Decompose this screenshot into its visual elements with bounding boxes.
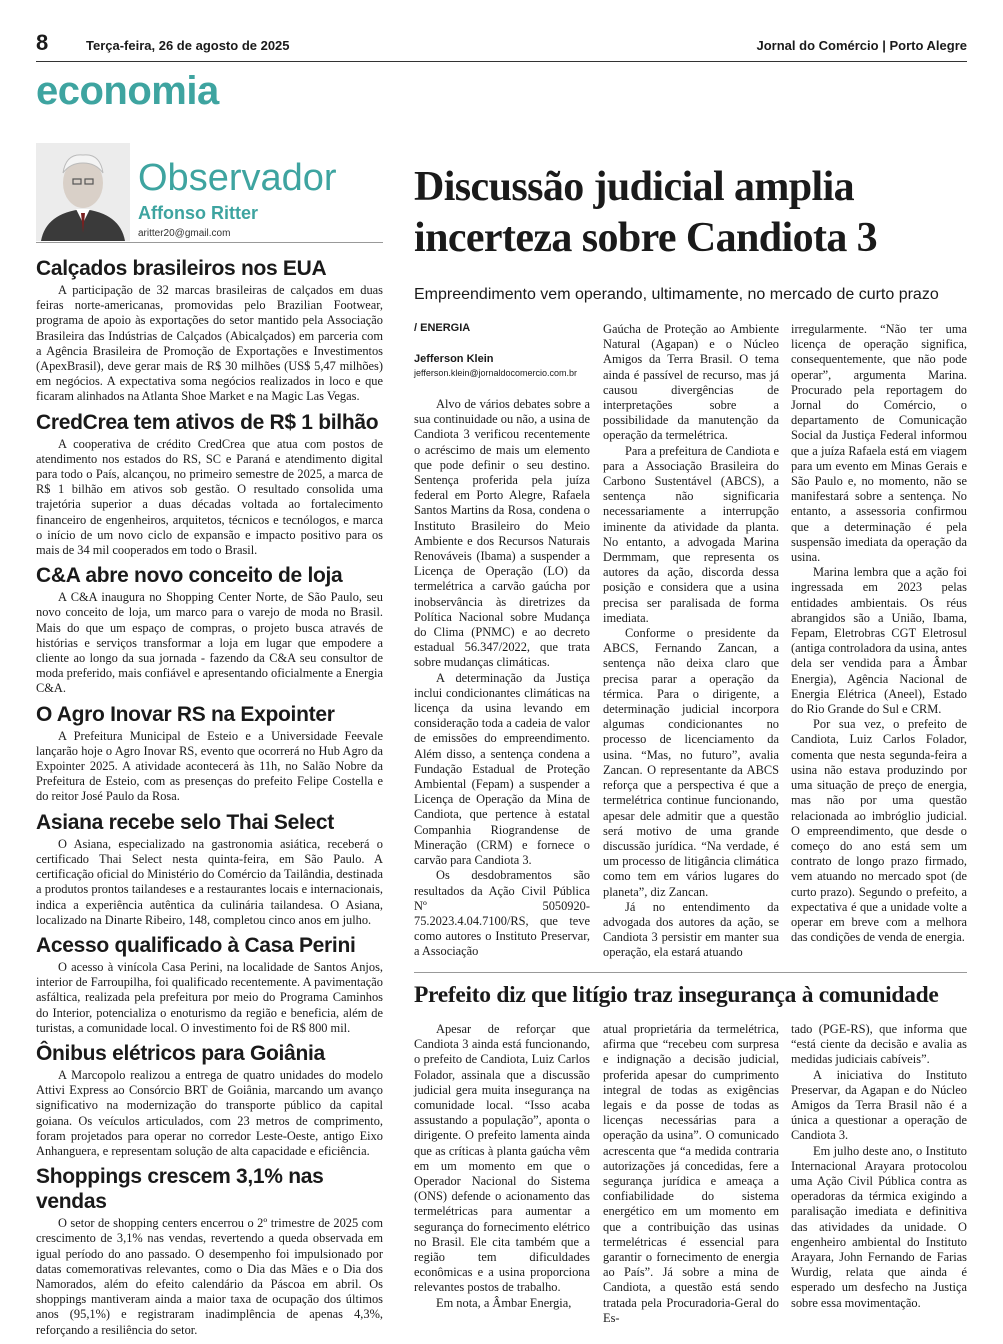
paragraph: Alvo de vários debates sobre a sua continuidade ou não, a usina de Candiota 3 verificou recentemente o acréscimo de mais um elemento que pode definir o seu destino. Sentença proferida pela juíza federal em Porto Alegre, Rafaela Santos Martins da Rosa, condena o Instituto Brasileiro do Meio Ambiente e dos Recursos Naturais Renováveis (Ibama) a suspender a Licença de Operação (LO) da termelétrica a carvão gaúcha por inobservância às diretrizes da Política Nacional sobre Mudança do Clima (PNMC) e ao decreto estadual 56.347/2022, que trata sobre mudanças climáticas. xyxy=(414,397,590,670)
column-notes xyxy=(36,256,383,1343)
note-text: A Prefeitura Municipal de Esteio e a Universidade Feevale lançarão hoje o Agro Inovar RS, evento que ocorrerá no Hub Agro da Expointer 2025. A atividade acontecerá às 11h, no Salão Nobre da Prefeitura de Esteio, com as presenças do prefeito Felipe Costella e do reitor José Paulo da Rosa. xyxy=(36,728,383,804)
note-heading: Shoppings crescem 3,1% nas vendas xyxy=(36,1165,324,1214)
note-text: A C&A inaugura no Shopping Center Norte, de São Paulo, seu novo conceito de loja, um marco para o varejo de moda no Brasil. Mais do que um espaço de compras, o projeto busca através de histórias e serviços transformar a loja em lugar que empodere a cliente ao longo da sua jornada - fazendo da C&A seu consultor de moda preferido, mais confiável e apresentando oficialmente a Energia C&A. xyxy=(36,590,383,696)
paragraph: Conforme o presidente da ABCS, Fernando Zancan, a sentença não deixa claro que precisa parar a operação da térmica. Para o dirigente, a determinação judicial incorpora algumas condicionantes no processo de licenciamento da usina. “Mas, no futuro”, avalia Zancan. O representante da ABCS reforça que a perspectiva é que a termelétrica continue funcionando, apesar dele admitir que a questão será motivo de uma grande discussão jurídica. “Na verdade, é um processo de litigância climática como tem em vários lugares do planeta”, diz Zancan. xyxy=(603,626,779,899)
column-title: Observador xyxy=(138,157,337,199)
sidebar-column-1 xyxy=(414,1022,590,1311)
note-heading: O Agro Inovar RS na Expointer xyxy=(36,702,335,726)
column-note xyxy=(36,563,383,696)
note-text: O Asiana, especializado na gastronomia asiática, receberá o certificado Thai Select nesta quinta-feira, em São Paulo. A certificação oficial do Ministério do Comércio da Tailândia, destinada a produtos prontos tailandeses e a restaurantes locais e internacionais, indica a experiência autêntica da culinária tailandesa. O Asiana, localizado na Dinarte Ribeiro, 148, completou cinco anos em julho. xyxy=(36,836,383,927)
column-note xyxy=(36,702,383,805)
article-headline: Discussão judicial amplia incerteza sobre Candiota 3 xyxy=(414,164,878,261)
column-email[interactable]: aritter20@gmail.com xyxy=(138,228,231,239)
paragraph: Para a prefeitura de Candiota e para a Associação Brasileira do Carbono Sustentável (ABCS), a sentença não significaria necessariamente a interrupção iminente da atividade da planta. No entanto, a advogada Marina Dermmam, que representa os autores da ação, discorda dessa posição e considera que a usina precisa ser paralisada de forma imediata. xyxy=(603,443,779,625)
article-column-1 xyxy=(414,397,590,960)
author-photo xyxy=(36,143,130,241)
note-heading: CredCrea tem ativos de R$ 1 bilhão xyxy=(36,410,379,434)
column-author: Affonso Ritter xyxy=(138,203,258,223)
column-note xyxy=(36,1164,383,1338)
column-note xyxy=(36,810,383,928)
sidebar-divider xyxy=(414,972,967,973)
paragraph: irregularmente. “Não ter uma licença de operação significa, consequentemente, que não pode operar”, argumenta Marina. Procurado pela reportagem do Jornal do Comércio, o departamento de Comunicação Social da Justiça Federal informou que a juíza Rafaela está em viagem para um evento em Minas Gerais e São Paulo e, no momento, não se manifestará sobre a sentença. No entanto, a assessoria confirmou que a determinação é pela suspensão imediata da operação da usina. xyxy=(791,322,967,565)
paragraph: Os desdobramentos são resultados da Ação Civil Pública Nº 5050920-75.2023.4.04.7100/RS, que teve como autores o Instituto Preservar, a Associação xyxy=(414,868,590,959)
article-byline: Jefferson Klein xyxy=(414,353,494,365)
paragraph: Já no entendimento da advogada dos autores da ação, se Candiota 3 persistir em manter sua operação, ela estará atuando xyxy=(603,899,779,960)
note-text: A cooperativa de crédito CredCrea que atua com postos de atendimento nos estados do RS, SC e Paraná e atendimento digital para todo o País, alcançou, no primeiro semestre de 2025, a marca de R$ 1 bilhão em ativos sob gestão. O resultado consolida uma trajetória superior a duas décadas voltada ao fortalecimento financeiro de engenheiros, arquitetos, técnicos e tecnólogos, e marca o início de um novo ciclo de expansão e impacto positivo para os mais de 34 mil cooperados em todo o Brasil. xyxy=(36,436,383,558)
paragraph: A determinação da Justiça inclui condicionantes climáticas na licença da usina levando em consideração toda a cadeia de valor de emissões do empreendimento. Além disso, a sentença condena a Fundação Estadual de Proteção Ambiental (Fepam) a suspender a Licença de Operação da Mina de Candiota, que pertence à estatal Companhia Riograndense de Mineração (CRM) e fornece o carvão para Candiota 3. xyxy=(414,670,590,868)
note-text: A Marcopolo realizou a entrega de quatro unidades do modelo Attivi Express ao Consórcio BRT de Goiânia, marcando um avanço significativo na modernização do transporte público da capital goiana. Os veículos articulados, com 23 metros de comprimento, foram projetados para operar no corredor Leste-Oeste, antigo Eixo Anhanguera, e representam solução de alta capacidade e eficiência. xyxy=(36,1067,383,1158)
section-name: economia xyxy=(36,69,219,113)
byline-email[interactable]: jefferson.klein@jornaldocomercio.com.br xyxy=(414,368,578,378)
article-column-3 xyxy=(791,322,967,945)
note-heading: Ônibus elétricos para Goiânia xyxy=(36,1041,325,1065)
publication-name: Jornal do Comércio | Porto Alegre xyxy=(756,38,967,53)
paragraph: A iniciativa do Instituto Preservar, da Agapan e do Núcleo Amigos da Terra Brasil não é a única a questionar a operação de Candiota 3. xyxy=(791,1067,967,1143)
note-heading: Acesso qualificado à Casa Perini xyxy=(36,933,356,957)
paragraph: Marina lembra que a ação foi ingressada em 2023 pelas entidades ambientais. Os réus abrangidos são a União, Ibama, Fepam, Eletrobras CGT Eletrosul (antiga controladora da usina, antes dela ser vendida para a Âmbar Energia), Agência Nacional de Energia Elétrica (Aneel), Estado do Rio Grande do Sul e CRM. xyxy=(791,565,967,717)
sidebar-headline: Prefeito diz que litígio traz insegurança à comunidade xyxy=(414,982,939,1008)
edition-date: Terça-feira, 26 de agosto de 2025 xyxy=(86,38,290,53)
note-heading: C&A abre novo conceito de loja xyxy=(36,564,343,588)
paragraph: Por sua vez, o prefeito de Candiota, Luiz Carlos Folador, comenta que nesta segunda-feira a usina não estava produzindo por uma situação de preço de energia, mas não por uma questão relacionada ao imbróglio judicial. O empreendimento, que desde o começo do ano está sem um contrato de longo prazo firmado, vem atuando no mercado spot (de curto prazo). Segundo o prefeito, a expectativa é que a unidade volte a operar em breve com a melhora das condições de venda de energia. xyxy=(791,717,967,945)
note-text: A participação de 32 marcas brasileiras de calçados em duas feiras norte-americanas, promovidas pelo Brazilian Footwear, programa de apoio às exportações do setor mantido pela Associação Brasileira das Indústrias de Calçados (Abicalçados) em parceria com a Agência Brasileira de Promoção de Exportações e Investimentos (ApexBrasil), deve gerar mais de R$ 30 milhões (US$ 5,47 milhões) em negócios. A expectativa soma negócios realizados in loco e que ficaram alinhados na Atlanta Shoe Market e na Magic Las Vegas. xyxy=(36,283,383,404)
column-note xyxy=(36,1041,383,1159)
column-note xyxy=(36,933,383,1036)
paragraph: Apesar de reforçar que Candiota 3 ainda está funcionando, o prefeito de Candiota, Luiz Carlos Folador, assinala que a discussão judicial gera muita insegurança na comunidade local. “Isso acaba assustando a população”, aponta o dirigente. O prefeito lamenta ainda que as críticas à planta gaúcha vêm em um momento em que o Operador Nacional do Sistema (ONS) defende o acionamento das termelétricas para aumentar a segurança do fornecimento elétrico no Brasil. Ele cita também que a região tem dificuldades econômicas e a usina proporciona relevantes postos de trabalho. xyxy=(414,1022,590,1295)
note-text: O acesso à vinícola Casa Perini, na localidade de Santos Anjos, interior de Farroupilha, foi qualificado recentemente. A pavimentação asfáltica, realizada pela prefeitura por meio do Programa Caminhos do Interior, potencializa o enoturismo da região e beneficia, além de turistas, a comunidade local. O investimento foi de R$ 800 mil. xyxy=(36,959,383,1035)
article-column-2 xyxy=(603,322,779,961)
header-rule xyxy=(36,61,967,62)
sidebar-column-3 xyxy=(791,1022,967,1311)
column-note xyxy=(36,410,383,559)
note-text: O setor de shopping centers encerrou o 2º trimestre de 2025 com crescimento de 3,1% nas vendas, revertendo a queda observada em igual período do ano passado. O desempenho foi impulsionado por datas comemorativas relevantes, como o Dia das Mães e o Dia dos Namorados, além do efeito calendário da Páscoa em abril. Os shoppings mantiveram ainda a maior taxa de ocupação dos últimos anos (95,1%) e registraram inadimplência de apenas 4,3%, reforçando a resiliência do setor. xyxy=(36,1216,383,1337)
sidebar-column-2 xyxy=(603,1022,779,1326)
article-kicker: / ENERGIA xyxy=(414,322,471,334)
paragraph: Gaúcha de Proteção ao Ambiente Natural (Agapan) e o Núcleo Amigos da Terra Brasil. O tema ainda é passível de recurso, mas já causou divergências de interpretações sobre a possibilidade da manutenção da operação da termelétrica. xyxy=(603,322,779,443)
paragraph: Em nota, a Âmbar Energia, xyxy=(436,1295,572,1310)
note-heading: Calçados brasileiros nos EUA xyxy=(36,257,327,280)
column-divider xyxy=(36,242,383,243)
column-note xyxy=(36,256,383,405)
paragraph: atual proprietária da termelétrica, afirma que “recebeu com surpresa e indignação a decisão judicial, proferida apesar do cumprimento integral de todas as exigências legais e da posse de todas as licenças necessárias para a operação da usina”. O comunicado acrescenta que “a medida contraria autorizações já concedidas, fere a segurança jurídica e ameaça a confiabilidade do sistema energético em um momento em que a contribuição das usinas termelétricas é essencial para garantir o fornecimento de energia ao País”. Já sobre a mina de Candiota, a questão está sendo tratada pela Procuradoria-Geral do Es- xyxy=(603,1022,779,1325)
paragraph: tado (PGE-RS), que informa que “está ciente da decisão e avalia as medidas judiciais cabíveis”. xyxy=(791,1022,967,1067)
article-deck: Empreendimento vem operando, ultimamente, no mercado de curto prazo xyxy=(414,286,939,303)
paragraph: Em julho deste ano, o Instituto Internacional Arayara protocolou uma Ação Civil Pública contra as operadoras da térmica exigindo a paralisação imediata e definitiva das atividades da unidade. O engenheiro ambiental do Instituto Arayara, John Fernando de Farias Wurdig, relata que ainda é esperado um desfecho na Justiça sobre essa movimentação. xyxy=(791,1143,967,1310)
note-heading: Asiana recebe selo Thai Select xyxy=(36,810,334,834)
page-number: 8 xyxy=(36,30,49,55)
